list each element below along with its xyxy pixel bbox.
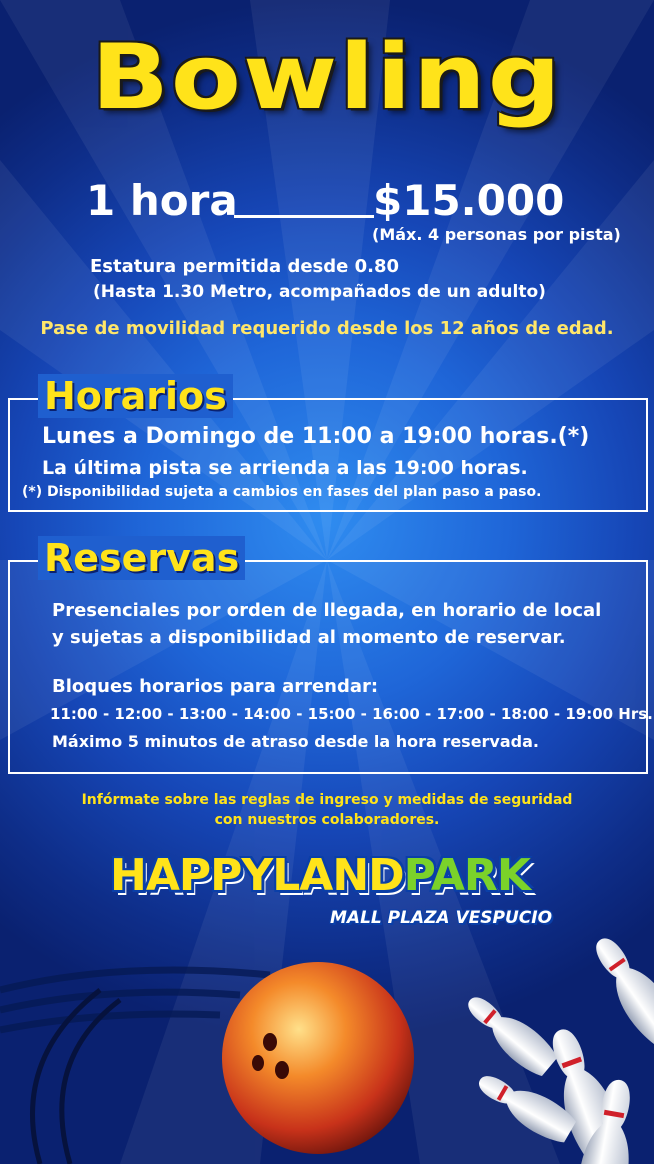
bowling-ball [222,962,414,1154]
accompanied-note: (Hasta 1.30 Metro, acompañados de un adulto) [93,282,546,302]
info-line1: Infórmate sobre las reglas de ingreso y medidas de seguridad [81,792,573,808]
logo-subtitle: MALL PLAZA VESPUCIO [330,908,553,928]
bowling-pins [459,928,654,1164]
page-title: Bowling [91,25,563,130]
mobility-pass-note: Pase de movilidad requerido desde los 12 años de edad. [40,318,614,339]
height-requirement: Estatura permitida desde 0.80 [90,256,400,277]
reservas-blocks-label: Bloques horarios para arrendar: [52,676,379,697]
logo-word-happyland: HAPPYLAND [110,850,404,901]
horarios-days: Lunes a Domingo de 11:00 a 19:00 horas.(*) [42,424,590,449]
logo-word-park: PARK [403,850,530,901]
reservas-delay: Máximo 5 minutos de atraso desde la hora reservada. [52,732,539,751]
price-amount: $15.000 [373,176,565,225]
duration-label: 1 hora [86,176,238,225]
horarios-heading: Horarios [38,374,233,418]
reservas-line1: Presenciales por orden de llegada, en horario de local [52,600,602,621]
info-line2: con nuestros colaboradores. [214,812,440,828]
horarios-last-lane: La última pista se arrienda a las 19:00 horas. [42,457,528,479]
reservas-blocks: 11:00 - 12:00 - 13:00 - 14:00 - 15:00 - 16:00 - 17:00 - 18:00 - 19:00 Hrs. [50,705,653,723]
reservas-line2: y sujetas a disponibilidad al momento de reservar. [52,627,566,648]
horarios-disclaimer: (*) Disponibilidad sujeta a cambios en fases del plan paso a paso. [22,484,542,500]
capacity-note: (Máx. 4 personas por pista) [372,225,621,244]
reservas-heading: Reservas [38,536,245,580]
